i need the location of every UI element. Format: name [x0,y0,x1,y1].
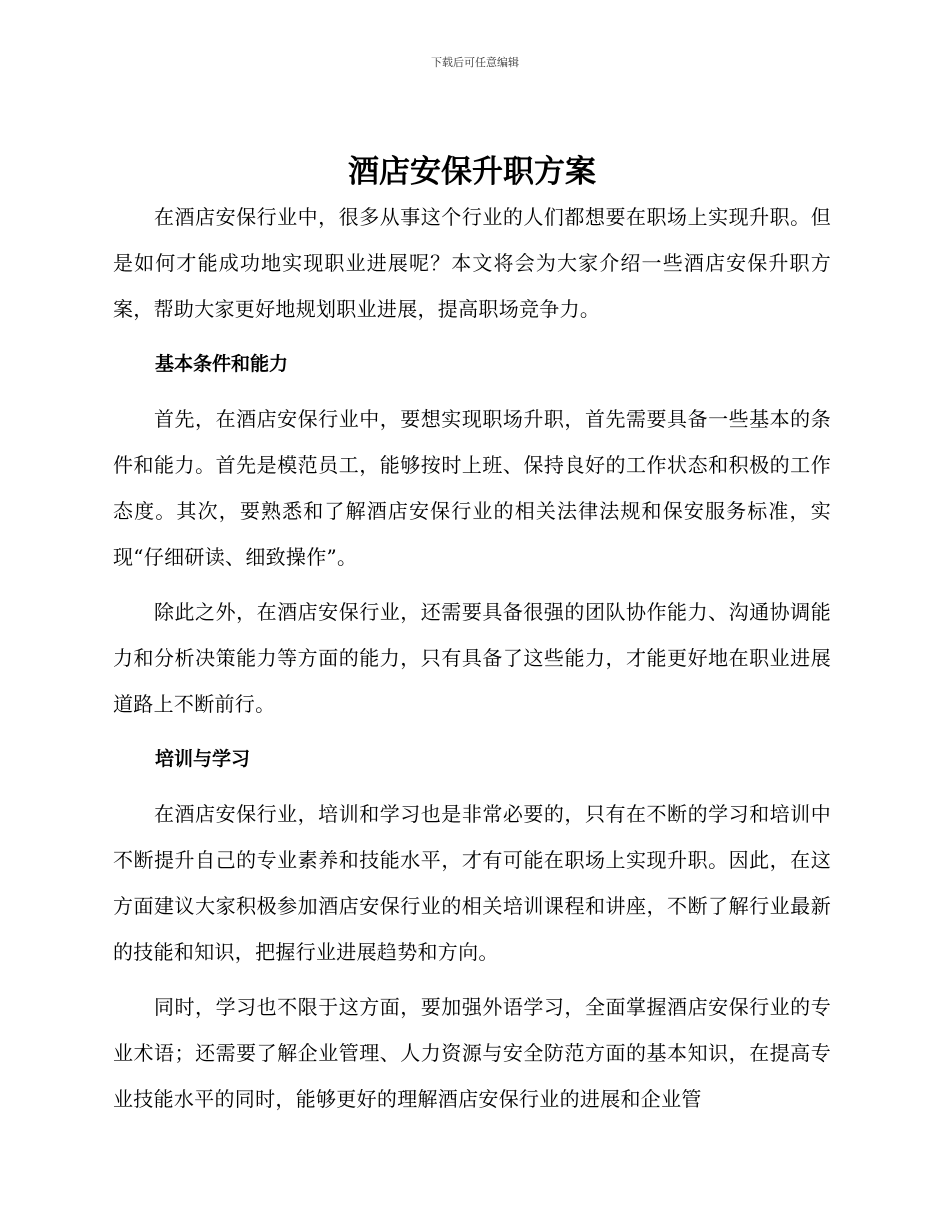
section-heading-training: 培训与学习 [155,748,251,770]
paragraph: 同时，学习也不限于这方面，要加强外语学习，全面掌握酒店安保行业的专业术语；还需要了解企业管理、人力资源与安全防范方面的基本知识，在提高专业技能水平的同时，能够更好的理解酒店安保行业的进展和企业管 [113,995,831,1111]
paragraph: 在酒店安保行业，培训和学习也是非常必要的，只有在不断的学习和培训中不断提升自己的专业素养和技能水平，才有可能在职场上实现升职。因此，在这方面建议大家积极参加酒店安保行业的相关培训课程和讲座，不断了解行业最新的技能和知识，把握行业进展趋势和方向。 [113,802,831,964]
header-note: 下载后可任意编辑 [431,56,519,69]
paragraph: 除此之外，在酒店安保行业，还需要具备很强的团队协作能力、沟通协调能力和分析决策能力等方面的能力，只有具备了这些能力，才能更好地在职业进展道路上不断前行。 [113,600,831,716]
section-heading-basic-requirements: 基本条件和能力 [155,353,289,375]
document-body [113,150,831,1131]
paragraph: 首先，在酒店安保行业中，要想实现职场升职，首先需要具备一些基本的条件和能力。首先是模范员工，能够按时上班、保持良好的工作状态和积极的工作态度。其次，要熟悉和了解酒店安保行业的相关法律法规和保安服务标准，实现“仔细研读、细致操作”。 [113,407,831,569]
document-title: 酒店安保升职方案 [348,154,596,190]
intro-paragraph: 在酒店安保行业中，很多从事这个行业的人们都想要在职场上实现升职。但是如何才能成功地实现职业进展呢？本文将会为大家介绍一些酒店安保升职方案，帮助大家更好地规划职业进展，提高职场竞争力。 [113,205,831,321]
